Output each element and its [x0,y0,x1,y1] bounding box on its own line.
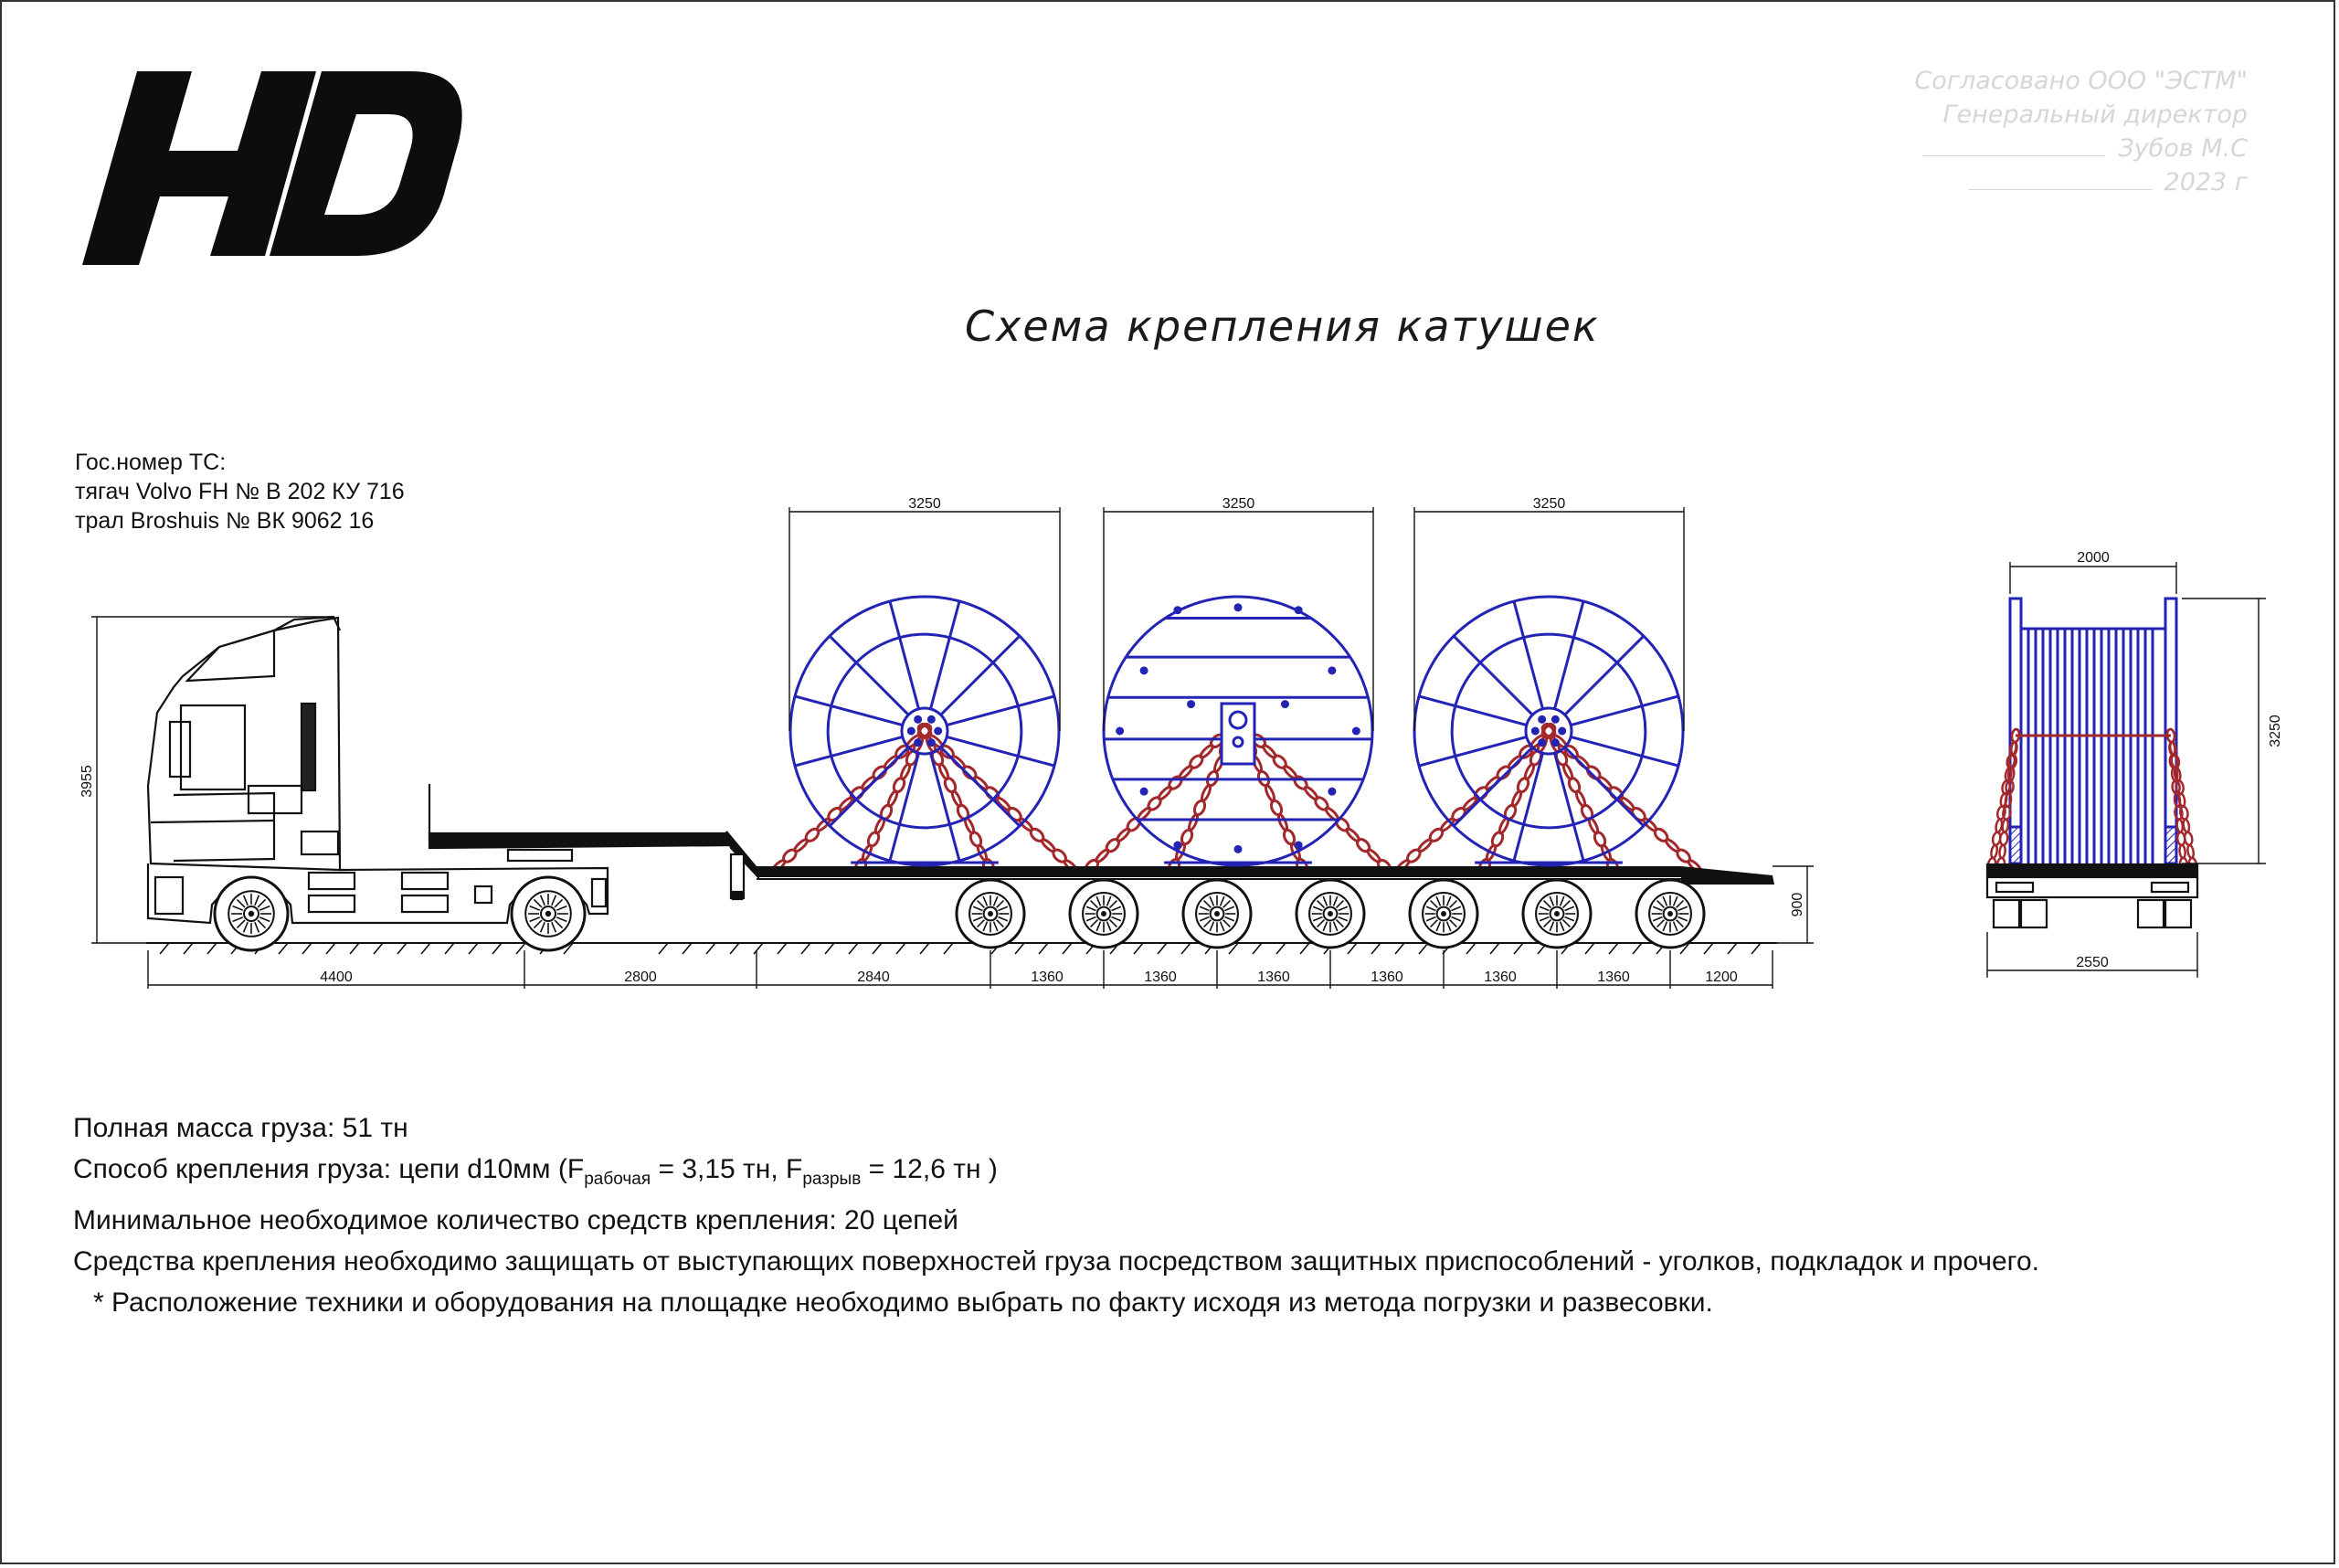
plates-heading: Гос.номер ТС: [75,450,227,475]
note-mass: Полная масса груза: 51 тн [73,1113,408,1143]
gooseneck [429,784,758,899]
note-protection: Средства крепления необходимо защищать от выступающих поверхностей груза посредством защитных приспособлений - уголков, подкладок и прочего. [73,1246,2039,1277]
reels-layer [790,597,1683,865]
trailer-plate: трал Broshuis № ВК 9062 16 [75,508,375,534]
notes-block [73,1107,2039,1323]
reel-1 [790,597,1059,865]
bottom-dim-label-5: 1360 [1144,969,1177,985]
trailer-wheel-6 [1523,880,1591,948]
tractor-plate: тягач Volvo FH № В 202 КУ 716 [75,479,405,504]
chain-1-b [916,723,1079,874]
trailer-wheel-4 [1297,880,1364,948]
deck-height-label: 900 [1790,892,1805,917]
rear-total-width-label: 2550 [2076,955,2109,970]
reel-2-width-label: 3250 [1222,496,1255,512]
bottom-dim-label-2: 2800 [624,969,657,985]
chain-3-a [1394,723,1557,874]
ground-hatch [160,943,1761,954]
reel-2 [1104,597,1372,865]
tractor-cab [148,617,340,914]
page-title: Схема крепления катушек [965,302,1600,351]
note-placement: * Расположение техники и оборудования на площадке необходимо выбрать по факту исходя из метода погрузки и развесовки. [93,1287,1713,1318]
trailer-wheel-1 [957,880,1024,948]
reel-3 [1414,597,1683,865]
bottom-dim-label-6: 1360 [1257,969,1290,985]
rear-reel [2010,599,2176,863]
trailer-wheel-7 [1636,880,1704,948]
chain-3-b [1540,723,1703,874]
bottom-dim-label-1: 4400 [320,969,353,985]
bottom-dim-label-10: 1200 [1705,969,1738,985]
chain-1-a [770,723,933,874]
height-total-label: 3955 [79,765,95,798]
bottom-dim-label-8: 1360 [1484,969,1517,985]
note-min-count: Минимальное необходимое количество средств крепления: 20 цепей [73,1205,958,1235]
approval-line-3: Зубов М.С [1882,132,2248,165]
tractor-rear-wheel [512,877,585,950]
approval-line-4: 2023 г [1882,165,2248,199]
rear-trailer [1987,864,2197,927]
trailer-deck [757,866,1774,885]
reel-3-width-label: 3250 [1532,496,1566,512]
approval-line-1: Согласовано ООО "ЭСТМ" [1914,67,2248,95]
rear-view-drawing [1964,539,2330,996]
rear-height-label: 3250 [2268,715,2283,747]
note-method: Способ крепления груза: цепи d10мм ($F_{рабочая} = 3,15$ тн, $F_{разрыв} = 12,6$ тн ) [73,1154,998,1189]
rear-width-label: 2000 [2077,550,2110,566]
bottom-dim-label-7: 1360 [1371,969,1403,985]
trailer-wheel-5 [1410,880,1477,948]
trailer-wheel-2 [1070,880,1138,948]
bottom-dim-label-4: 1360 [1031,969,1064,985]
reel-1-width-label: 3250 [908,496,941,512]
bottom-dim-label-3: 2840 [857,969,890,985]
tractor-front-wheel [215,877,288,950]
approval-line-2: Генеральный директор [1942,101,2248,129]
bottom-dim-label-9: 1360 [1597,969,1630,985]
trailer-wheel-3 [1183,880,1251,948]
